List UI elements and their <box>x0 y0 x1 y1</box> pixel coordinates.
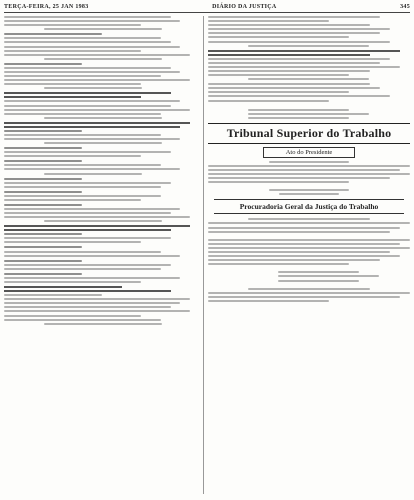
header-date: TERÇA-FEIRA, 25 JAN 1983 <box>4 4 89 10</box>
ato-body <box>208 161 410 196</box>
right-column-listings <box>208 16 410 119</box>
left-column <box>4 16 200 496</box>
section-title-tst: Tribunal Superior do Trabalho <box>208 123 410 144</box>
column-divider <box>203 16 204 494</box>
pgjt-body <box>208 218 410 302</box>
header-publication: DIÁRIO DA JUSTIÇA <box>212 4 277 10</box>
left-column-listings <box>4 16 200 325</box>
subsection-ato-do-presidente: Ato do Presidente <box>263 147 355 158</box>
right-column <box>208 16 410 496</box>
section-title-pgjt: Procuradoria Geral da Justiça do Trabalho <box>214 199 404 214</box>
header-page-number: 345 <box>400 4 410 10</box>
page-header <box>4 2 410 13</box>
